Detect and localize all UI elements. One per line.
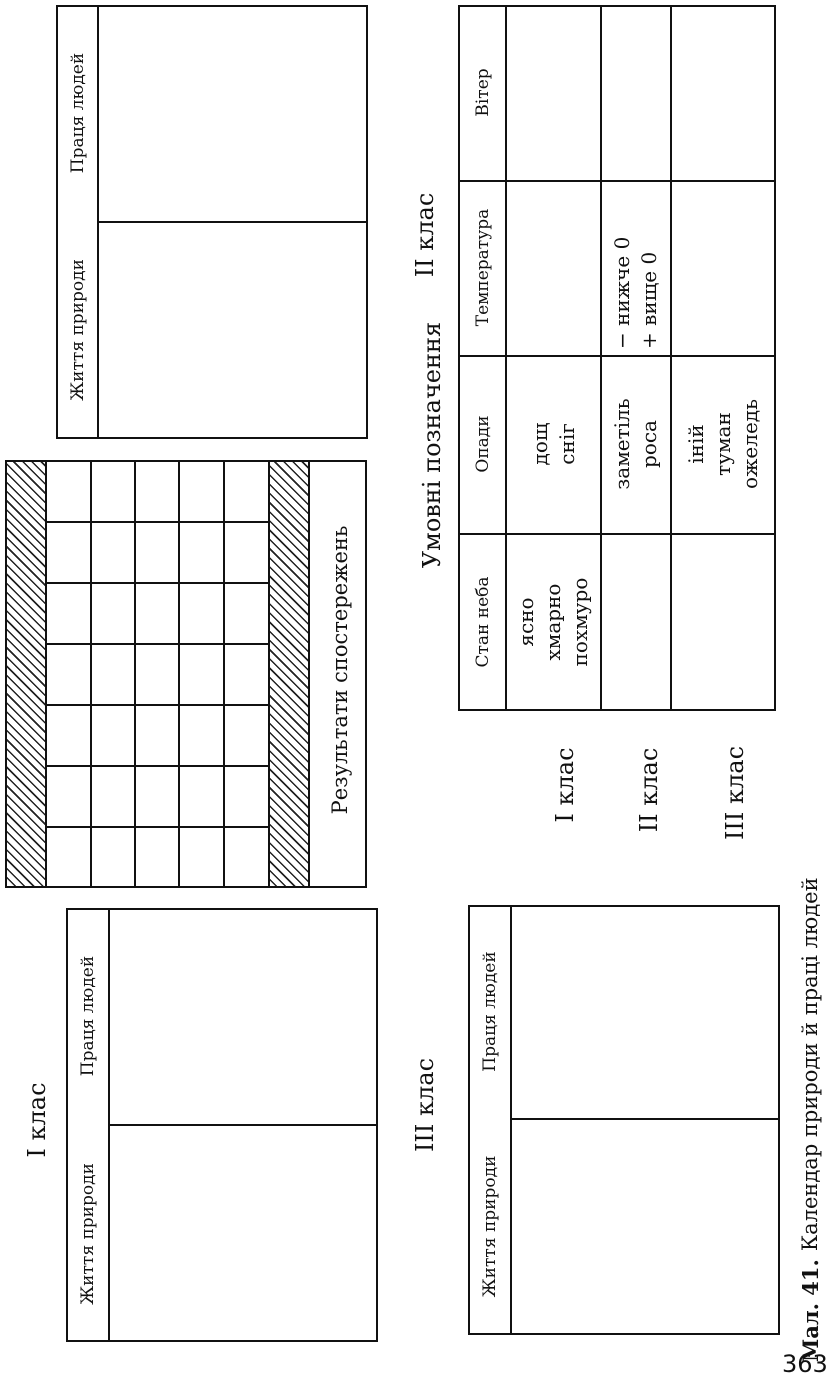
legend-precip-ice: ожеледь [737,398,762,490]
class3-header-nature: Життя природи [480,1155,500,1298]
legend-sky-overcast: похмуро [568,577,592,667]
legend-class2-precip [602,355,670,533]
figure-caption-label: Мал. 41. [797,1259,823,1362]
calendar-results-label: Результати спостережень [328,525,352,815]
legend-header-precip: Опади [472,415,493,473]
class2-header-work: Праця людей [67,52,88,174]
legend-precip-dew: роса [637,420,661,468]
class1-title: I клас [23,1082,51,1158]
class1-header-work: Праця людей [78,955,98,1077]
class2-title: II клас [411,192,439,278]
legend-precip-snow: сніг [554,423,579,465]
legend-precip-frost: іній [683,424,708,464]
legend-sky-cloudy: хмарно [541,583,565,661]
legend-class3-precip [672,355,774,533]
legend-temp-below: − нижче 0 [610,236,634,349]
legend-header-wind: Вітер [472,68,493,117]
legend-header-sky: Стан неба [472,576,493,668]
legend-precip-blizzard: заметіль [610,398,634,490]
figure-caption [792,782,828,1362]
legend-precip-rain: дощ [527,422,552,466]
legend-precip-fog: туман [710,412,735,476]
legend-row-label-1: I клас [551,747,579,823]
legend-title: Умовні позначення [418,321,446,569]
class3-title: III клас [411,1057,439,1153]
legend-class1-sky [507,533,600,711]
class2-header-nature: Життя природи [67,259,88,401]
legend-row-label-2: II клас [635,747,663,833]
class3-header-work: Праця людей [480,951,500,1072]
page-number: 363 [782,1350,828,1378]
legend-row-label-3: III клас [721,745,749,841]
legend-class1-precip [507,355,600,533]
legend-class2-temp [602,180,670,355]
legend-temp-above: + вище 0 [637,251,661,349]
class1-header-nature: Життя природи [78,1163,98,1305]
legend-header-temp: Температура [472,208,493,327]
figure-caption-text: Календар природи й праці людей [798,877,822,1252]
legend-sky-clear: ясно [514,597,538,647]
